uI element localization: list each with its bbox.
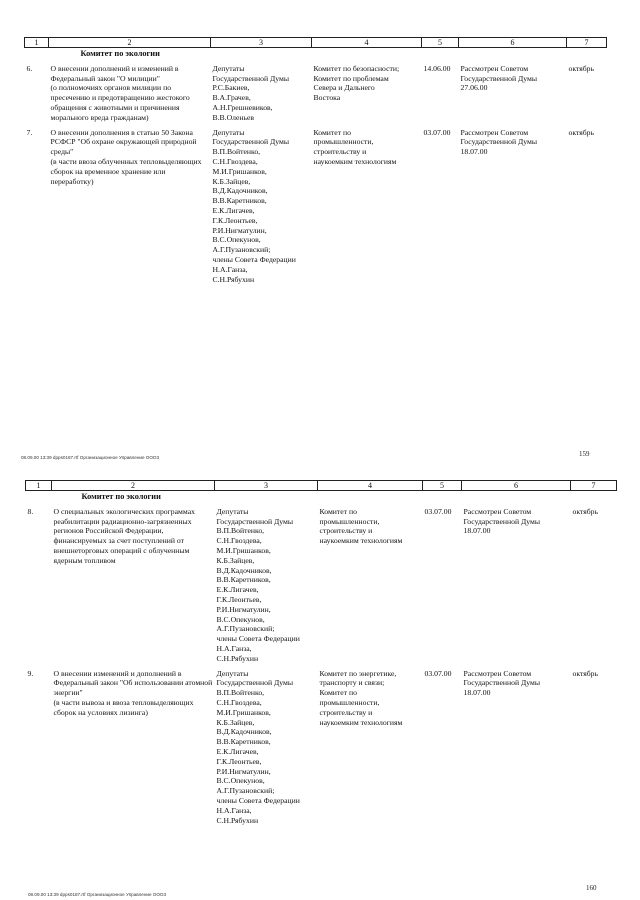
column-header: 2 [49,38,211,48]
entry-number: 7. [26,127,33,137]
bill-status: Рассмотрен Советом Государственной Думы 27.06.00 [460,63,538,93]
column-header: 1 [26,481,52,491]
bill-status: Рассмотрен Советом Государственной Думы 18.07.00 [463,506,541,536]
bill-title: О внесении изменений и дополнений в Федеральный закон "Об использовании атомной энергии" (в части вывоза и ввоза тепловыделяющих сборок на условиях лизинга) [53,668,213,717]
column-header: 7 [567,38,607,48]
table-row [26,664,617,826]
bill-status: Рассмотрен Советом Государственной Думы 18.07.00 [463,668,541,698]
column-header: 5 [423,481,462,491]
column-header: 7 [571,481,617,491]
page-footer: 08.09.00 13:39 dpps0187.rtf Организационное Управление ООО3 [28,892,167,897]
column-header: 2 [52,481,215,491]
page-number: 159 [579,450,590,458]
column-header: 6 [462,481,571,491]
responsible-committee: Комитет по промышленности, строительству и наукоемким технологиям [313,127,397,166]
column-header: 1 [25,38,49,48]
page-footer: 08.09.00 13:39 dpps0187.rtf Организационное Управление ООО3 [21,455,160,460]
column-header: 5 [422,38,459,48]
responsible-committee: Комитет по безопасности; Комитет по проблемам Севера и Дальнего Востока [313,63,400,103]
table-row [26,502,617,664]
planned-month: октябрь [572,668,599,678]
column-header-row [25,38,607,48]
bill-title: О внесении дополнения в статью 50 Закона РСФСР "Об охране окружающей природной среды" (в части ввоза облученных тепловыделяющих сборок на временное хранение или переработку) [50,127,202,186]
page-number: 160 [586,884,597,892]
bill-authors: Депутаты Государственной Думы В.П.Войтенко, С.Н.Гвоздева, М.И.Гришанков, К.Б.Зайцев, В.Д.Кадочников, В.В.Каретников, Е.К.Лигачев, Г.К.Леонтьев, Р.И.Нигматулин, В.С.Опекунов, А.Г.Пузановский; члены Совета Федерации Н.А.Ганза, С.Н.Рябухин [216,506,300,663]
column-header: 4 [312,38,422,48]
committee-row [26,491,617,502]
responsible-committee: Комитет по энергетике, транспорту и связи; Комитет по промышленности, строительству и наукоемким технологиям [319,668,403,727]
submission-date: 03.07.00 [424,668,452,678]
bill-status: Рассмотрен Советом Государственной Думы 18.07.00 [460,127,538,157]
entry-number: 9. [27,668,34,678]
submission-date: 14.06.00 [423,63,451,73]
table-row [25,59,607,123]
column-header: 4 [318,481,423,491]
table-row [25,123,607,285]
column-header-row [26,481,617,491]
bill-title: О внесении дополнений и изменений в Федеральный закон "О милиции" (о полномочиях органов милиции по пресечению и предотвращению жестокого обращения с животными и причинения морального вреда гражданам) [50,63,190,122]
committee-heading: Комитет по экологии [80,49,160,58]
responsible-committee: Комитет по промышленности, строительству и наукоемким технологиям [319,506,403,546]
committee-heading: Комитет по экологии [81,492,161,501]
column-header: 3 [215,481,318,491]
entry-number: 8. [27,506,34,516]
column-header: 6 [459,38,567,48]
planned-month: октябрь [572,506,599,516]
bill-authors: Депутаты Государственной Думы Р.С.Бакиев, В.А.Грачев, А.Н.Грешневиков, В.В.Оленьев [212,63,290,122]
column-header: 3 [211,38,312,48]
bills-table [24,37,607,284]
planned-month: октябрь [568,127,595,137]
bill-title: О специальных экологических программах реабилитации радиационно-загрязненных регионов Российской Федерации, финансируемых за счет поступлений от внешнеторговых операций с облученным ядерным топливом [53,506,195,565]
entry-number: 6. [26,63,33,73]
bill-authors: Депутаты Государственной Думы В.П.Войтенко, С.Н.Гвоздева, М.И.Гришанков, К.Б.Зайцев, В.Д.Кадочников, В.В.Каретников, Е.К.Лигачев, Г.К.Леонтьев, Р.И.Нигматулин, В.С.Опекунов, А.Г.Пузановский; члены Совета Федерации Н.А.Ганза, С.Н.Рябухин [212,127,296,284]
bills-table [25,480,617,825]
submission-date: 03.07.00 [424,506,452,516]
planned-month: октябрь [568,63,595,73]
bill-authors: Депутаты Государственной Думы В.П.Войтенко, С.Н.Гвоздева, М.И.Гришанков, К.Б.Зайцев, В.Д.Кадочников, В.В.Каретников, Е.К.Лигачев, Г.К.Леонтьев, Р.И.Нигматулин, В.С.Опекунов, А.Г.Пузановский; члены Совета Федерации Н.А.Ганза, С.Н.Рябухин [216,668,300,825]
committee-row [25,48,607,59]
submission-date: 03.07.00 [423,127,451,137]
